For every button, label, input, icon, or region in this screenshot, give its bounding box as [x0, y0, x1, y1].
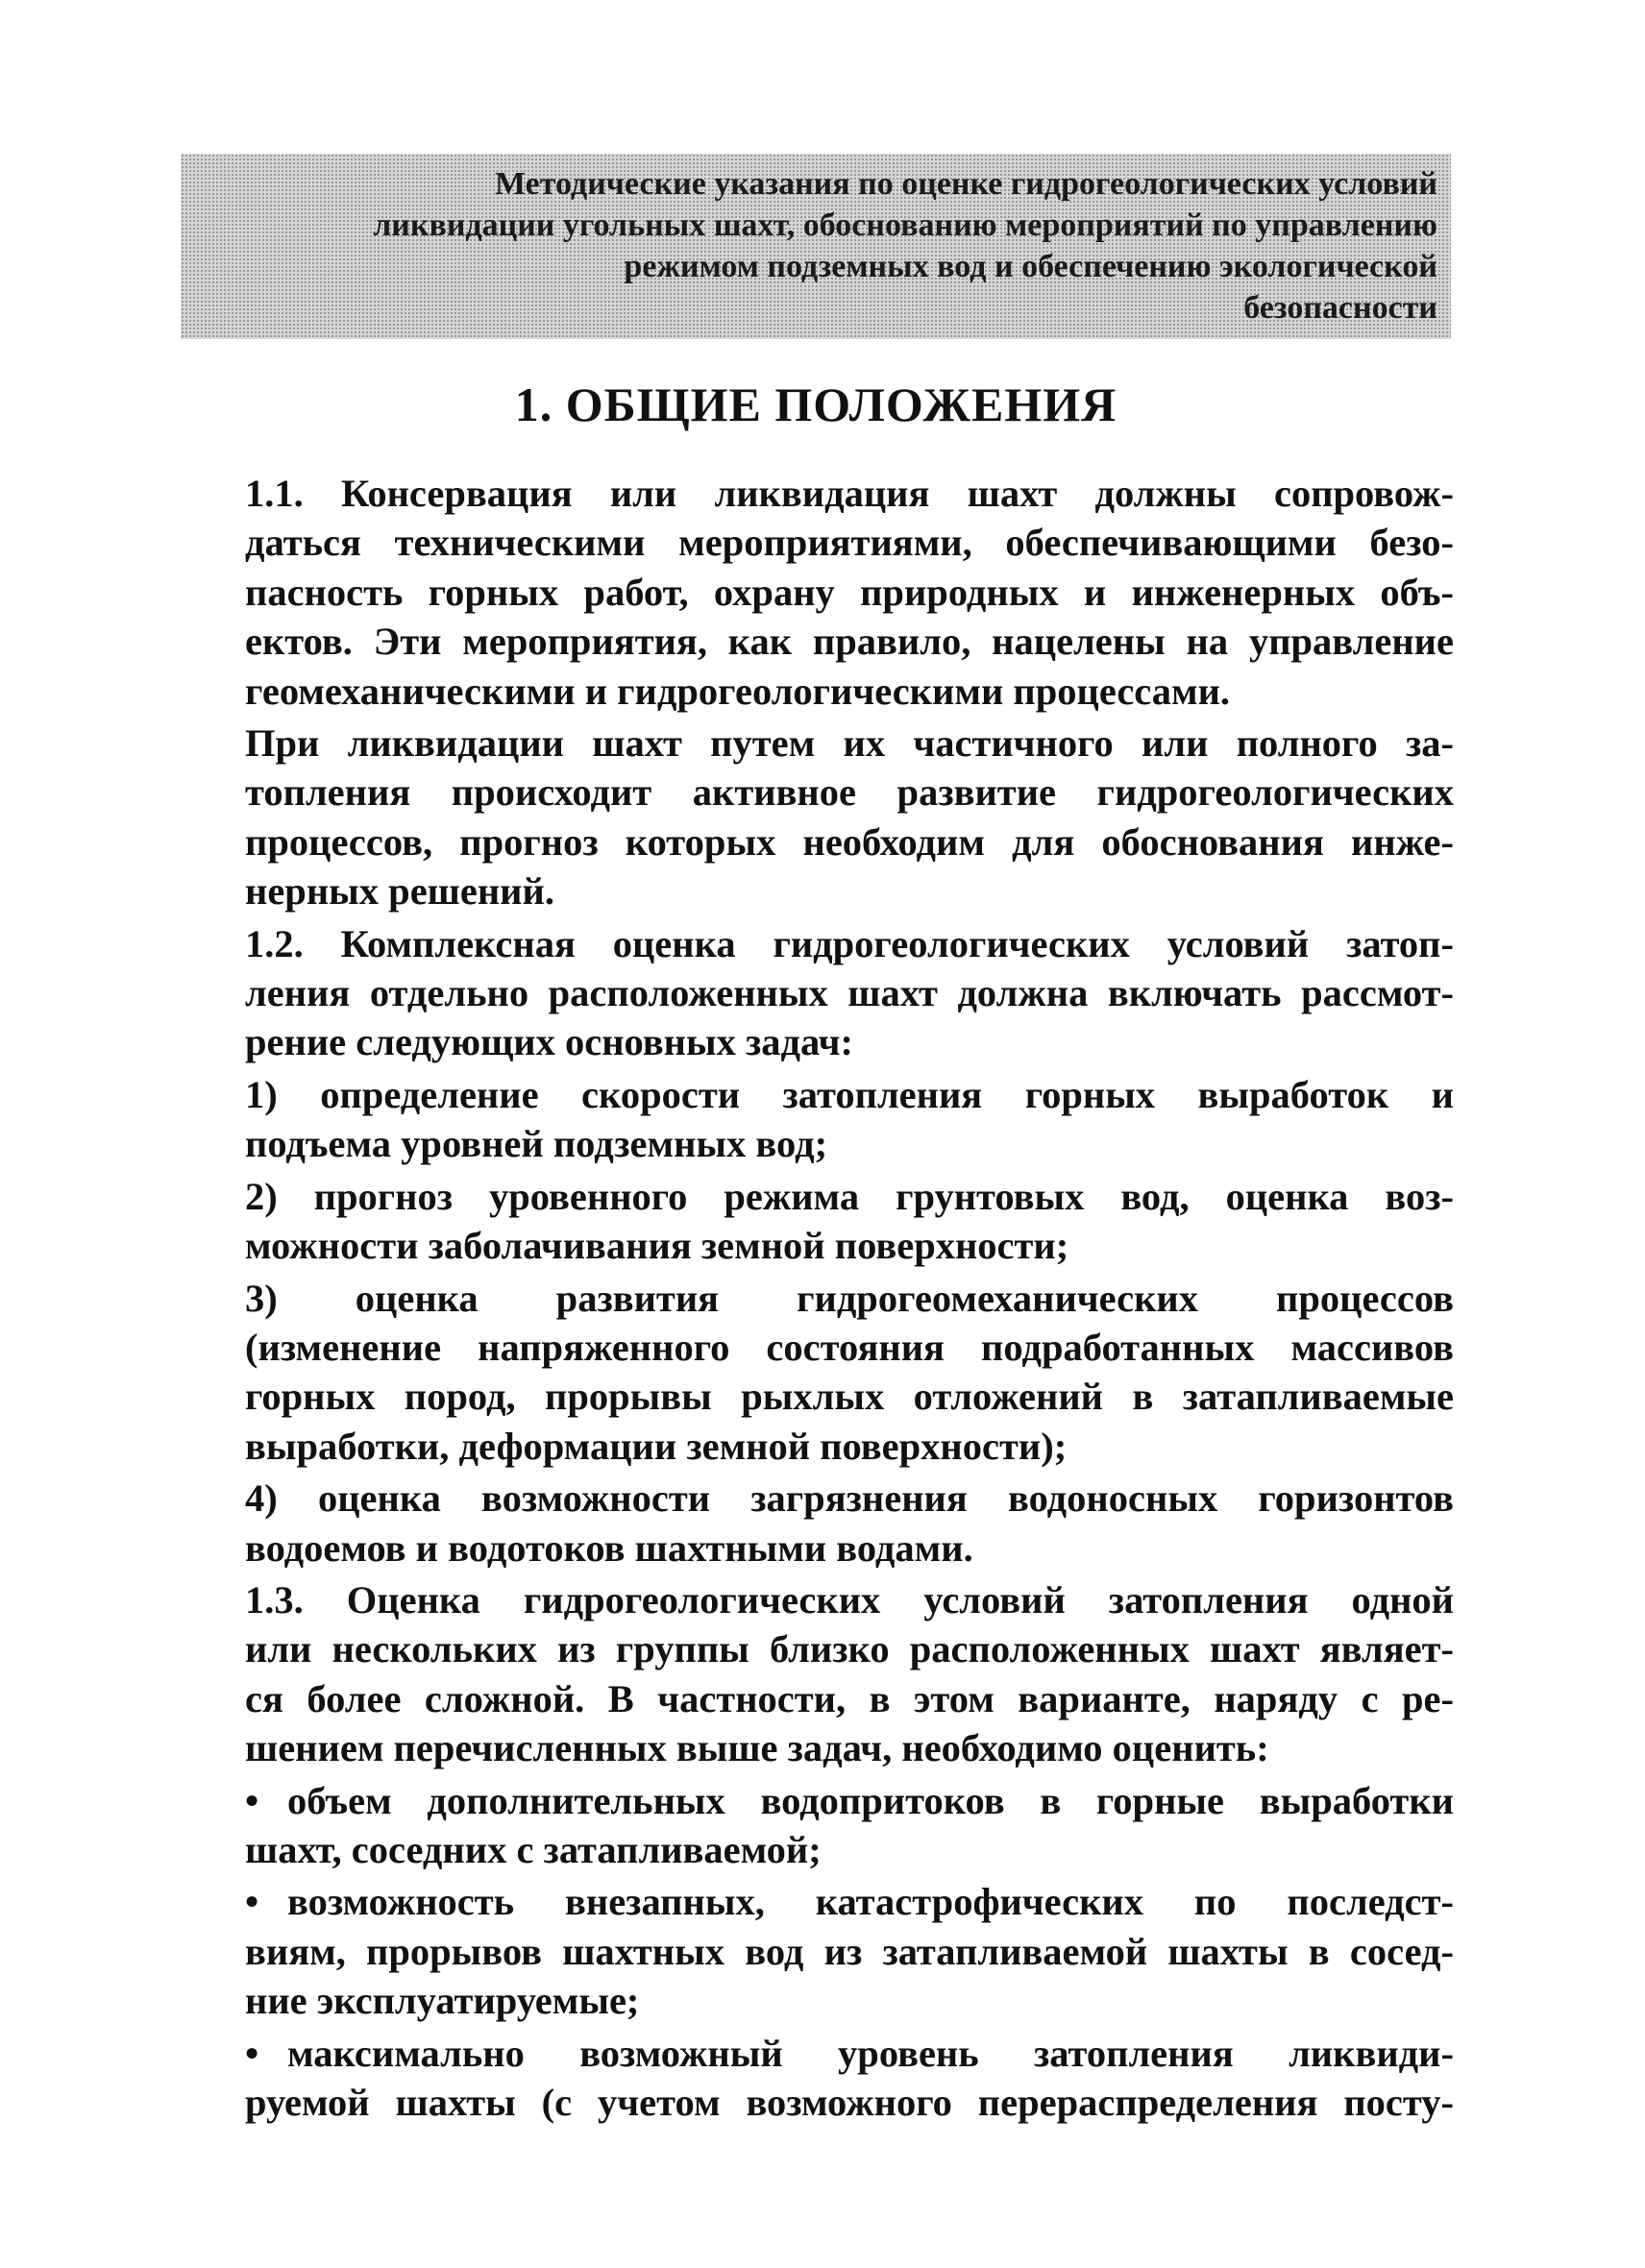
paragraph-1-1	[189, 469, 1454, 716]
text-line: процессов, прогноз которых необходим для обоснования инже-	[245, 819, 1454, 864]
text-line: 3) оценка развития гидрогеомеханических процессов	[245, 1276, 1454, 1320]
text-line: максимально возможный уровень затопления ликвиди-	[287, 2031, 1454, 2075]
list-item-1	[189, 1070, 1454, 1169]
section-heading: 1. ОБЩИЕ ПОЛОЖЕНИЯ	[514, 378, 1117, 431]
running-header	[181, 154, 1451, 339]
paragraph-liquidation	[189, 719, 1454, 916]
body-text	[189, 469, 1454, 2130]
bullet-line	[189, 2029, 1454, 2078]
bullet-line	[189, 1877, 1454, 1926]
text-line: ления отдельно расположенных шахт должна включать рассмот-	[245, 971, 1454, 1015]
paragraph-1-3	[189, 1575, 1454, 1773]
list-item-3	[189, 1274, 1454, 1472]
text-line: топления происходит активное развитие гидрогеологических	[245, 770, 1454, 815]
running-header-line: безопасности	[1243, 290, 1437, 326]
text-line: геомеханическими и гидрогеологическими процессами.	[245, 669, 1231, 713]
bullet-icon: •	[245, 1880, 259, 1924]
text-line: рение следующих основных задач:	[245, 1020, 853, 1064]
text-line: 1) определение скорости затопления горных выработок и	[245, 1072, 1454, 1116]
text-line: шахт, соседних с затапливаемой;	[245, 1827, 822, 1871]
text-line: виям, прорывов шахтных вод из затапливаемой шахты в сосед-	[245, 1929, 1454, 1973]
list-item-2	[189, 1172, 1454, 1271]
running-header-line: режимом подземных вод и обеспечению экологической	[624, 249, 1437, 284]
text-line: можности заболачивания земной поверхности;	[245, 1224, 1069, 1268]
text-line: выработки, деформации земной поверхности);	[245, 1424, 1068, 1468]
text-line: При ликвидации шахт путем их частичного или полного за-	[245, 721, 1454, 766]
text-line: возможность внезапных, катастрофических по последст-	[287, 1880, 1454, 1924]
text-line: даться техническими мероприятиями, обеспечивающими безо-	[245, 521, 1454, 565]
list-item-4	[189, 1474, 1454, 1573]
text-line: нерных решений.	[245, 869, 554, 914]
text-line: 1.3. Оценка гидрогеологических условий затопления одной	[245, 1577, 1454, 1622]
text-line: (изменение напряженного состояния подработанных массивов	[245, 1325, 1454, 1369]
text-line: 1.1. Консервация или ликвидация шахт должны сопровож-	[245, 472, 1454, 515]
bullet-line	[189, 1776, 1454, 1825]
text-line: или нескольких из группы близко расположенных шахт являет-	[245, 1627, 1454, 1671]
text-line: подъема уровней подземных вод;	[245, 1122, 828, 1166]
text-line: горных пород, прорывы рыхлых отложений в затапливаемые	[245, 1375, 1454, 1419]
text-line: водоемов и водотоков шахтными водами.	[245, 1525, 973, 1570]
bullet-item-2	[189, 1877, 1454, 2025]
bullet-icon: •	[245, 2031, 259, 2075]
text-line: 4) оценка возможности загрязнения водоносных горизонтов	[245, 1476, 1454, 1521]
text-line: ние эксплуатируемые;	[245, 1979, 640, 2023]
text-line: ектов. Эти мероприятия, как правило, нацелены на управление	[245, 620, 1454, 664]
running-header-line: ликвидации угольных шахт, обоснованию мероприятий по управлению	[373, 207, 1437, 243]
text-line: 2) прогноз уровенного режима грунтовых вод, оценка воз-	[245, 1174, 1454, 1218]
text-line: объем дополнительных водопритоков в горные выработки	[287, 1778, 1454, 1822]
text-line: шением перечисленных выше задач, необходимо оценить:	[245, 1726, 1269, 1770]
bullet-item-3	[189, 2029, 1454, 2128]
running-header-line: Методические указания по оценке гидрогеологических условий	[495, 166, 1437, 202]
text-line: пасность горных работ, охрану природных и инженерных объ-	[245, 570, 1454, 614]
text-line: 1.2. Комплексная оценка гидрогеологических условий затоп-	[245, 921, 1454, 965]
bullet-item-1	[189, 1776, 1454, 1875]
text-line: ся более сложной. В частности, в этом варианте, наряду с ре-	[245, 1676, 1454, 1720]
paragraph-1-2	[189, 919, 1454, 1067]
bullet-icon: •	[245, 1778, 259, 1822]
text-line: руемой шахты (с учетом возможного перераспределения посту-	[245, 2081, 1454, 2124]
